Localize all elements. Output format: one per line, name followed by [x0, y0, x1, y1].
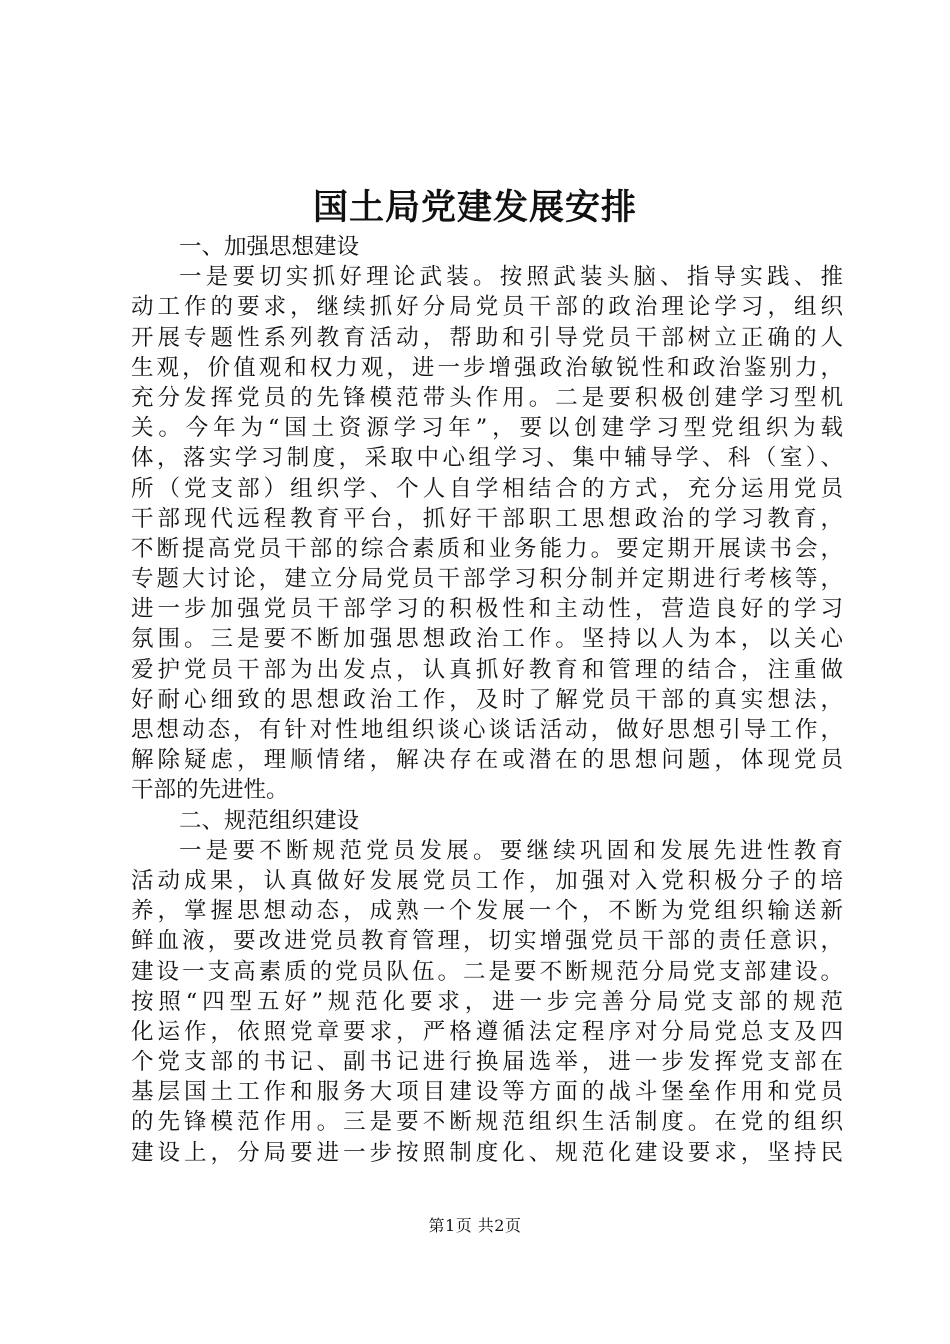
- body-line: 基层国土工作和服务大项目建设等方面的战斗堡垒作用和党员: [131, 1079, 843, 1106]
- body-line: 思想动态，有针对性地组织谈心谈话活动，做好思想引导工作，: [131, 717, 843, 743]
- body-line: 二、规范组织建设: [179, 807, 360, 834]
- page-footer: 第1页 共2页: [428, 1216, 522, 1235]
- body-line: 化运作，依照党章要求，严格遵循法定程序对分局党总支及四: [131, 1018, 843, 1045]
- body-line: 氛围。三是要不断加强思想政治工作。坚持以人为本，以关心: [131, 626, 843, 653]
- body-line: 体，落实学习制度，采取中心组学习、集中辅导学、科（室）、: [131, 445, 843, 472]
- body-line: 一是要不断规范党员发展。要继续巩固和发展先进性教育: [179, 837, 843, 864]
- document-body: [131, 232, 843, 1168]
- body-line: 建设上，分局要进一步按照制度化、规范化建设要求，坚持民: [131, 1139, 843, 1166]
- body-line: 个党支部的书记、副书记进行换届选举，进一步发挥党支部在: [131, 1049, 843, 1076]
- body-line: 养，掌握思想动态，成熟一个发展一个，不断为党组织输送新: [131, 898, 843, 925]
- body-line: 充分发挥党员的先锋模范带头作用。二是要积极创建学习型机: [131, 384, 843, 411]
- body-line: 专题大讨论，建立分局党员干部学习积分制并定期进行考核等，: [131, 566, 843, 593]
- document-title: 国土局党建发展安排: [312, 187, 637, 228]
- body-line: 好耐心细致的思想政治工作，及时了解党员干部的真实想法，: [131, 686, 843, 713]
- body-line: 开展专题性系列教育活动，帮助和引导党员干部树立正确的人: [131, 324, 843, 351]
- body-line: 所（党支部）组织学、个人自学相结合的方式，充分运用党员: [131, 475, 843, 502]
- body-line: 按照“四型五好”规范化要求，进一步完善分局党支部的规范: [131, 988, 843, 1015]
- body-line: 鲜血液，要改进党员教育管理，切实增强党员干部的责任意识，: [131, 928, 843, 955]
- body-line: 建设一支高素质的党员队伍。二是要不断规范分局党支部建设。: [131, 958, 843, 985]
- body-line: 不断提高党员干部的综合素质和业务能力。要定期开展读书会，: [131, 535, 843, 562]
- body-line: 一、加强思想建设: [179, 234, 360, 260]
- body-line: 的先锋模范作用。三是要不断规范组织生活制度。在党的组织: [131, 1109, 843, 1136]
- body-line: 动工作的要求，继续抓好分局党员干部的政治理论学习，组织: [131, 294, 843, 321]
- body-line: 活动成果，认真做好发展党员工作，加强对入党积极分子的培: [131, 867, 843, 894]
- body-line: 进一步加强党员干部学习的积极性和主动性，营造良好的学习: [131, 596, 843, 623]
- body-line: 解除疑虑，理顺情绪，解决存在或潜在的思想问题，体现党员: [131, 747, 843, 774]
- body-line: 关。今年为“国土资源学习年”，要以创建学习型党组织为载: [131, 415, 843, 442]
- body-line: 干部的先进性。: [131, 777, 289, 804]
- body-line: 生观，价值观和权力观，进一步增强政治敏锐性和政治鉴别力，: [131, 354, 843, 381]
- body-line: 干部现代远程教育平台，抓好干部职工思想政治的学习教育，: [131, 505, 843, 532]
- body-line: 一是要切实抓好理论武装。按照武装头脑、指导实践、推: [179, 264, 843, 291]
- body-line: 爱护党员干部为出发点，认真抓好教育和管理的结合，注重做: [131, 656, 843, 683]
